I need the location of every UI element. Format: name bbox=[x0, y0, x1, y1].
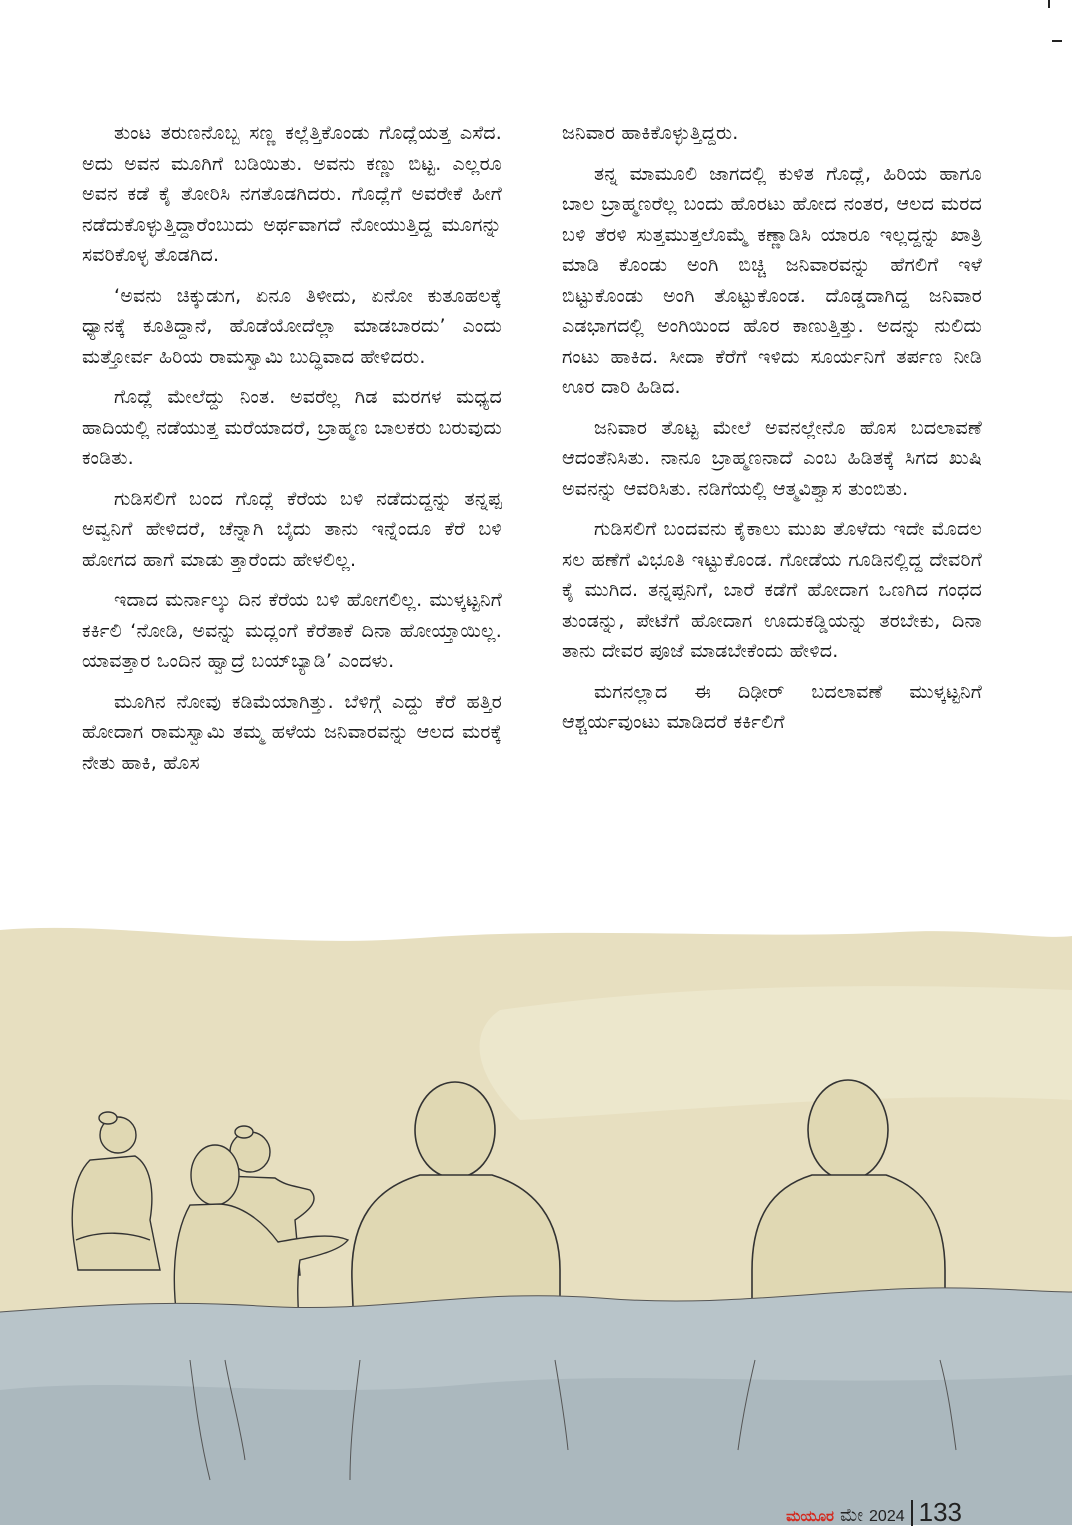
paragraph: ಮೂಗಿನ ನೋವು ಕಡಿಮೆಯಾಗಿತ್ತು. ಬೆಳಿಗ್ಗೆ ಎದ್ದು ಕೆರೆ ಹತ್ತಿರ ಹೋದಾಗ ರಾಮಸ್ವಾಮಿ ತಮ್ಮ ಹಳೆಯ ಜನಿವಾರವನ್ನು ಆಲದ ಮರಕ್ಕೆ ನೇತು ಹಾಕಿ, ಹೊಸ bbox=[82, 690, 502, 774]
crop-mark-top bbox=[1048, 0, 1050, 8]
folio-divider bbox=[911, 1500, 913, 1526]
paragraph: ಗುಡಿಸಲಿಗೆ ಬಂದ ಗೊದ್ಲೆ ಕೆರೆಯ ಬಳಿ ನಡೆದುದ್ದನ್ನು ತನ್ನಪ್ಪ ಅವ್ವನಿಗೆ ಹೇಳಿದರೆ, ಚೆನ್ನಾಗಿ ಬೈದು ತಾನು ಇನ್ನೆಂದೂ ಕೆರೆ ಬಳಿ ಹೋಗದ ಹಾಗೆ ಮಾಡು ತ್ತಾರೆಂದು ಹೇಳಲಿಲ್ಲ. bbox=[82, 487, 502, 571]
paragraph: ಗೊದ್ಲೆ ಮೇಲೆದ್ದು ನಿಂತ. ಅವರೆಲ್ಲ ಗಿಡ ಮರಗಳ ಮಧ್ಯದ ಹಾದಿಯಲ್ಲಿ ನಡೆಯುತ್ತ ಮರೆಯಾದರೆ, ಬ್ರಾಹ್ಮಣ ಬಾಲಕರು ಬರುವುದು ಕಂಡಿತು. bbox=[82, 386, 502, 469]
page-number: 133 bbox=[918, 1497, 962, 1527]
paragraph: ಮಗನಲ್ಲಾದ ಈ ದಿಢೀರ್ ಬದಲಾವಣೆ ಮುಳ್ಕಟ್ಟನಿಗೆ ಆಶ್ಚರ್ಯವುಂಟು ಮಾಡಿದರೆ ಕರ್ಕಿಲಿಗೆ bbox=[562, 680, 982, 733]
paragraph: ತನ್ನ ಮಾಮೂಲಿ ಜಾಗದಲ್ಲಿ ಕುಳಿತ ಗೊದ್ಲೆ, ಹಿರಿಯ ಹಾಗೂ ಬಾಲ ಬ್ರಾಹ್ಮಣರೆಲ್ಲ ಬಂದು ಹೊರಟು ಹೋದ ನಂತರ, ಆಲದ ಮರದ ಬಳಿ ತೆರಳಿ ಸುತ್ತಮುತ್ತಲೊಮ್ಮೆ ಕಣ್ಣಾಡಿಸಿ ಯಾರೂ ಇಲ್ಲದ್ದನ್ನು ಖಾತ್ರಿ ಮಾಡಿ ಕೊಂಡು ಅಂಗಿ ಬಿಚ್ಚಿ ಜನಿವಾರವನ್ನು ಹೆಗಲಿಗೆ ಇಳೆ ಬಿಟ್ಟುಕೊಂಡು ಅಂಗಿ ತೊಟ್ಟುಕೊಂಡ. ದೊಡ್ಡದಾಗಿದ್ದ ಜನಿವಾರ ಎಡಭಾಗದಲ್ಲಿ ಅಂಗಿಯಿಂದ ಹೊರ ಕಾಣುತ್ತಿತ್ತು. ಅದನ್ನು ನುಲಿದು ಗಂಟು ಹಾಕಿದ. ಸೀದಾ ಕೆರೆಗೆ ಇಳಿದು ಸೂರ್ಯನಿಗೆ ತರ್ಪಣ ನೀಡಿ ಊರ ದಾರಿ ಹಿಡಿದ. bbox=[562, 162, 982, 398]
page-folio bbox=[786, 1497, 962, 1528]
left-column bbox=[82, 118, 502, 788]
right-column bbox=[562, 118, 982, 748]
paragraph: ಇದಾದ ಮರ್ನಾಲ್ಕು ದಿನ ಕೆರೆಯ ಬಳಿ ಹೋಗಲಿಲ್ಲ. ಮುಳ್ಕಟ್ಟನಿಗೆ ಕರ್ಕಿಲಿ ‘ನೋಡಿ, ಅವನ್ನು ಮದ್ಲಂಗೆ ಕೆರೆತಾಕೆ ದಿನಾ ಹೋಯ್ತಾಯಿಲ್ಲ. ಯಾವತ್ತಾರ ಒಂದಿನ ಹ್ವಾದ್ರೆ ಬಯ್‌ಬ್ಯಾಡಿ’ ಎಂದಳು. bbox=[82, 589, 502, 672]
paragraph: ತುಂಟ ತರುಣನೊಬ್ಬ ಸಣ್ಣ ಕಲ್ಲೆತ್ತಿಕೊಂಡು ಗೊದ್ಲೆಯತ್ತ ಎಸೆದ. ಅದು ಅವನ ಮೂಗಿಗೆ ಬಡಿಯಿತು. ಅವನು ಕಣ್ಣು ಬಿಟ್ಟ. ಎಲ್ಲರೂ ಅವನ ಕಡೆ ಕೈ ತೋರಿಸಿ ನಗತೊಡಗಿದರು. ಗೊದ್ಲೆಗೆ ಅವರೇಕೆ ಹೀಗೆ ನಡೆದುಕೊಳ್ಳುತ್ತಿದ್ದಾರೆಂಬುದು ಅರ್ಥವಾಗದೆ ನೋಯುತ್ತಿದ್ದ ಮೂಗನ್ನು ಸವರಿಕೊಳ್ಳ ತೊಡಗಿದ. bbox=[82, 122, 502, 266]
issue-year: 2024 bbox=[869, 1508, 905, 1525]
crop-mark-right bbox=[1052, 40, 1062, 42]
magazine-logo: ಮಯೂರ bbox=[786, 1508, 834, 1525]
paragraph-continued: ಜನಿವಾರ ಹಾಕಿಕೊಳ್ಳುತ್ತಿದ್ದರು. bbox=[562, 122, 739, 144]
bathing-illustration bbox=[0, 920, 1072, 1525]
issue-month: ಮೇ bbox=[839, 1505, 864, 1525]
paragraph: ಗುಡಿಸಲಿಗೆ ಬಂದವನು ಕೈಕಾಲು ಮುಖ ತೊಳೆದು ಇದೇ ಮೊದಲ ಸಲ ಹಣೆಗೆ ವಿಭೂತಿ ಇಟ್ಟುಕೊಂಡ. ಗೋಡೆಯ ಗೂಡಿನಲ್ಲಿದ್ದ ದೇವರಿಗೆ ಕೈ ಮುಗಿದ. ತನ್ನಪ್ಪನಿಗೆ, ಬಾರೆ ಕಡೆಗೆ ಹೋದಾಗ ಒಣಗಿದ ಗಂಧದ ತುಂಡನ್ನು, ಪೇಟೆಗೆ ಹೋದಾಗ ಊದುಕಡ್ಡಿಯನ್ನು ತರಬೇಕು, ದಿನಾ ತಾನು ದೇವರ ಪೂಜೆ ಮಾಡಬೇಕೆಂದು ಹೇಳಿದ. bbox=[562, 518, 982, 662]
article-body bbox=[82, 118, 982, 938]
paragraph: ಜನಿವಾರ ತೊಟ್ಟ ಮೇಲೆ ಅವನಲ್ಲೇನೊ ಹೊಸ ಬದಲಾವಣೆ ಆದಂತೆನಿಸಿತು. ನಾನೂ ಬ್ರಾಹ್ಮಣನಾದೆ ಎಂಬ ಹಿಡಿತಕ್ಕೆ ಸಿಗದ ಖುಷಿ ಅವನನ್ನು ಆವರಿಸಿತು. ನಡಿಗೆಯಲ್ಲಿ ಆತ್ಮವಿಶ್ವಾಸ ತುಂಬಿತು. bbox=[562, 416, 982, 500]
paragraph: ‘ಅವನು ಚಿಕ್ಕುಡುಗ, ಏನೂ ತಿಳೀದು, ಏನೋ ಕುತೂಹಲಕ್ಕೆ ಧ್ಯಾನಕ್ಕೆ ಕೂತಿದ್ದಾನೆ, ಹೊಡೆಯೋದೆಲ್ಲಾ ಮಾಡಬಾರದು’ ಎಂದು ಮತ್ತೋರ್ವ ಹಿರಿಯ ರಾಮಸ್ವಾಮಿ ಬುದ್ಧಿವಾದ ಹೇಳಿದರು. bbox=[82, 284, 502, 368]
